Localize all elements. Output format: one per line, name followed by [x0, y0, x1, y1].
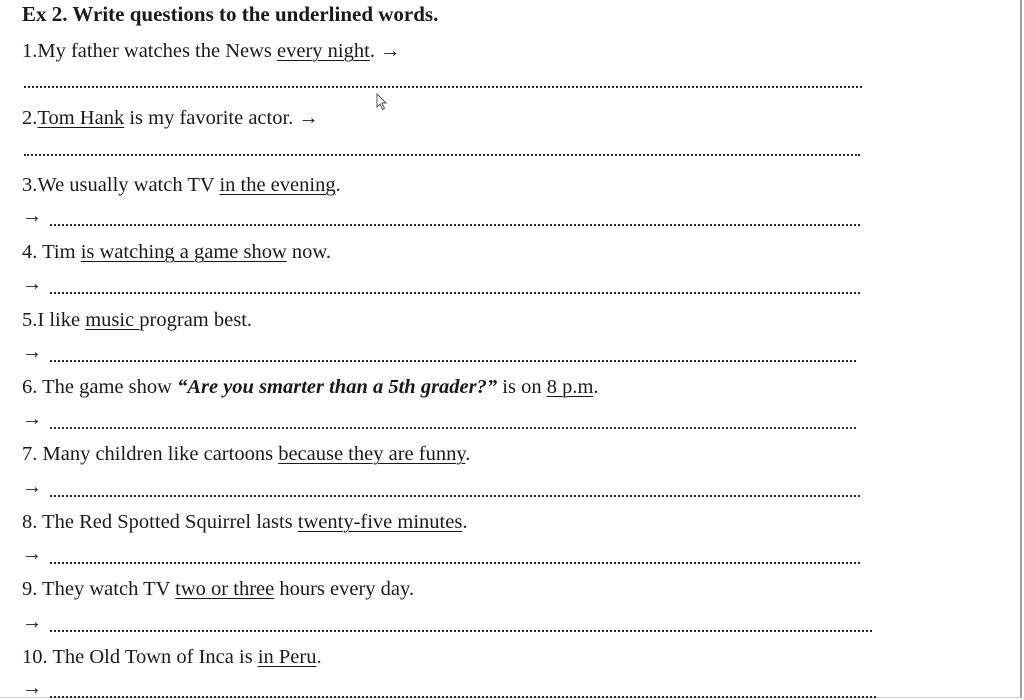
dotted-line: [50, 495, 860, 497]
question-7: [22, 443, 470, 466]
question-text: 4. Tim: [22, 241, 81, 263]
question-text-end: .: [462, 511, 468, 533]
dotted-line: [24, 86, 862, 88]
arrow-icon: →: [22, 205, 42, 227]
underlined-words: is watching a game show: [80, 241, 287, 263]
question-2: [22, 107, 319, 130]
underlined-words: because they are funny: [278, 443, 466, 465]
question-text: 1.My father watches the News: [22, 40, 278, 62]
question-text-end: is my favorite actor. →: [124, 107, 319, 129]
exercise-title: Ex 2. Write questions to the underlined words.: [22, 2, 439, 26]
question-text: 10. The Old Town of Inca is: [22, 646, 258, 668]
mouse-pointer-icon: [376, 93, 388, 111]
question-10: [22, 646, 322, 669]
question-text: 6. The game show: [22, 376, 178, 398]
question-4: [22, 241, 331, 264]
question-text-end: .: [335, 174, 341, 196]
question-text: 5.I like: [22, 309, 86, 331]
underlined-words: 8 p.m: [546, 376, 594, 398]
arrow-icon: →: [22, 341, 42, 363]
question-text-mid: is on: [497, 376, 547, 398]
dotted-line: [50, 427, 856, 429]
arrow-icon: →: [22, 273, 42, 295]
question-text: 8. The Red Spotted Squirrel lasts: [22, 511, 298, 533]
question-8: [22, 511, 467, 534]
underlined-words: every night: [277, 40, 370, 62]
question-text: 2.: [22, 107, 38, 129]
dotted-line: [50, 224, 860, 226]
underlined-words: twenty-five minutes: [297, 511, 463, 533]
underlined-words: in Peru: [257, 646, 317, 668]
question-1: [22, 40, 401, 63]
dotted-line: [24, 154, 860, 156]
dotted-line: [50, 696, 876, 698]
question-text-end: now.: [286, 241, 332, 263]
underlined-words: Tom Hank: [37, 107, 125, 129]
underlined-words: music: [85, 309, 140, 331]
question-5: [22, 309, 252, 332]
underlined-words: two or three: [175, 578, 275, 600]
question-text: 3.We usually watch TV: [22, 174, 220, 196]
dotted-line: [50, 360, 856, 362]
show-title: “Are you smarter than a 5th grader?”: [177, 376, 498, 398]
dotted-line: [50, 562, 860, 564]
question-6: [22, 376, 599, 399]
question-text-end: . →: [369, 40, 401, 62]
question-9: [22, 578, 414, 601]
arrow-icon: →: [22, 677, 42, 699]
question-text-end: hours every day.: [274, 578, 415, 600]
question-text: 7. Many children like cartoons: [22, 443, 279, 465]
question-3: [22, 174, 341, 197]
underlined-words: in the evening: [219, 174, 336, 196]
arrow-icon: →: [22, 611, 42, 633]
question-text-end: program best.: [139, 309, 253, 331]
arrow-icon: →: [22, 408, 42, 430]
question-text-end: .: [316, 646, 322, 668]
arrow-icon: →: [22, 543, 42, 565]
dotted-line: [50, 630, 872, 632]
question-text: 9. They watch TV: [22, 578, 176, 600]
question-text-end: .: [593, 376, 599, 398]
arrow-icon: →: [22, 476, 42, 498]
dotted-line: [50, 292, 860, 294]
question-text-end: .: [465, 443, 471, 465]
